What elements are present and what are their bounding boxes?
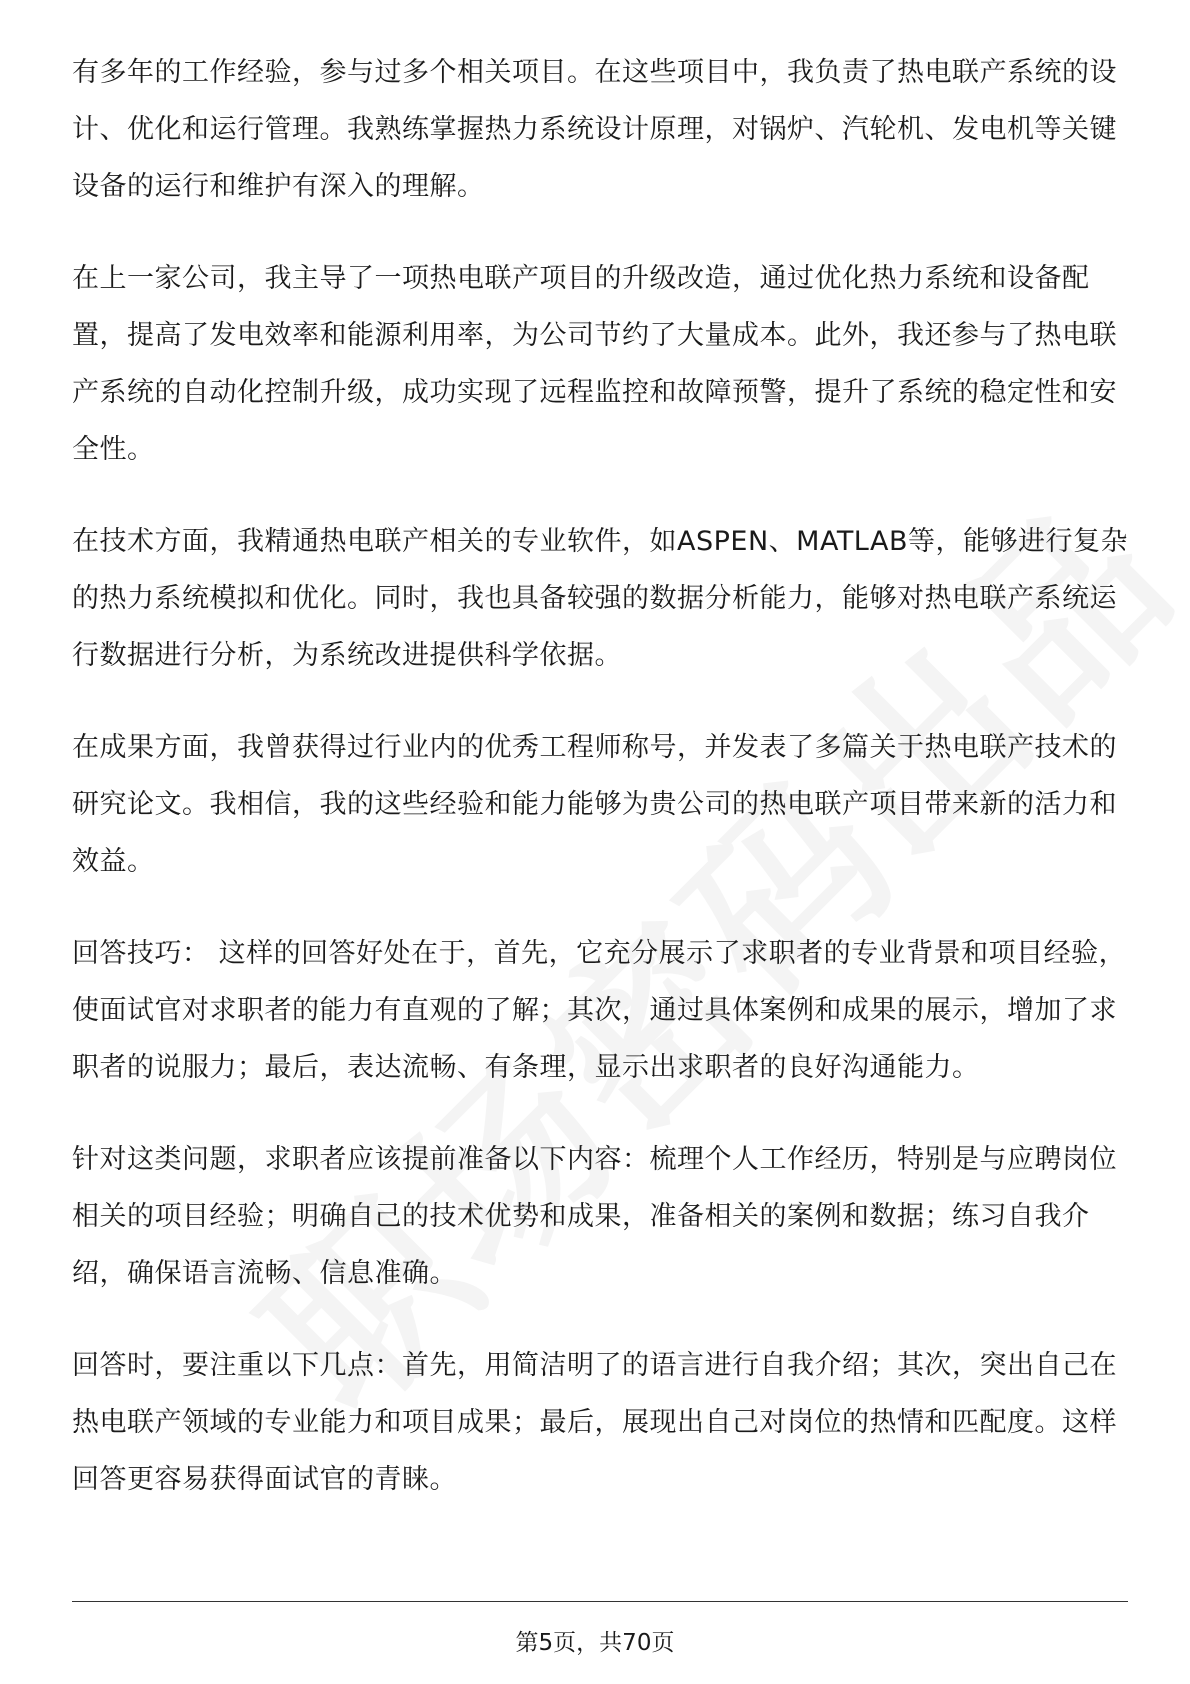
paragraph-experience: 有多年的工作经验，参与过多个相关项目。在这些项目中，我负责了热电联产系统的设计、优化和运行管理。我熟练掌握热力系统设计原理，对锅炉、汽轮机、发电机等关键设备的运行和维护有深入的理解。 — [72, 57, 1117, 202]
page-number: 第5页，共70页 — [515, 1630, 675, 1656]
paragraph-answer-points: 回答时，要注重以下几点：首先，用简洁明了的语言进行自我介绍；其次，突出自己在热电联产领域的专业能力和项目成果；最后，展现出自己对岗位的热情和匹配度。这样回答更容易获得面试官的青睐。 — [72, 1350, 1117, 1495]
paragraph-achievements: 在成果方面，我曾获得过行业内的优秀工程师称号，并发表了多篇关于热电联产技术的研究论文。我相信，我的这些经验和能力能够为贵公司的热电联产项目带来新的活力和效益。 — [72, 732, 1117, 877]
paragraph-previous-company: 在上一家公司，我主导了一项热电联产项目的升级改造，通过优化热力系统和设备配置，提高了发电效率和能源利用率，为公司节约了大量成本。此外，我还参与了热电联产系统的自动化控制升级，成功实现了远程监控和故障预警，提升了系统的稳定性和安全性。 — [72, 263, 1117, 465]
document-body — [72, 44, 1128, 1543]
paragraph-answer-tips: 回答技巧： 这样的回答好处在于，首先，它充分展示了求职者的专业背景和项目经验，使面试官对求职者的能力有直观的了解；其次，通过具体案例和成果的展示，增加了求职者的说服力；最后，表达流畅、有条理，显示出求职者的良好沟通能力。 — [72, 938, 1127, 1083]
footer-divider — [72, 1601, 1128, 1602]
paragraph-technical-skills: 在技术方面，我精通热电联产相关的专业软件，如ASPEN、MATLAB等，能够进行复杂的热力系统模拟和优化。同时，我也具备较强的数据分析能力，能够对热电联产系统运行数据进行分析，为系统改进提供科学依据。 — [72, 526, 1128, 671]
paragraph-preparation: 针对这类问题，求职者应该提前准备以下内容：梳理个人工作经历，特别是与应聘岗位相关的项目经验；明确自己的技术优势和成果，准备相关的案例和数据；练习自我介绍，确保语言流畅、信息准确。 — [72, 1144, 1117, 1289]
